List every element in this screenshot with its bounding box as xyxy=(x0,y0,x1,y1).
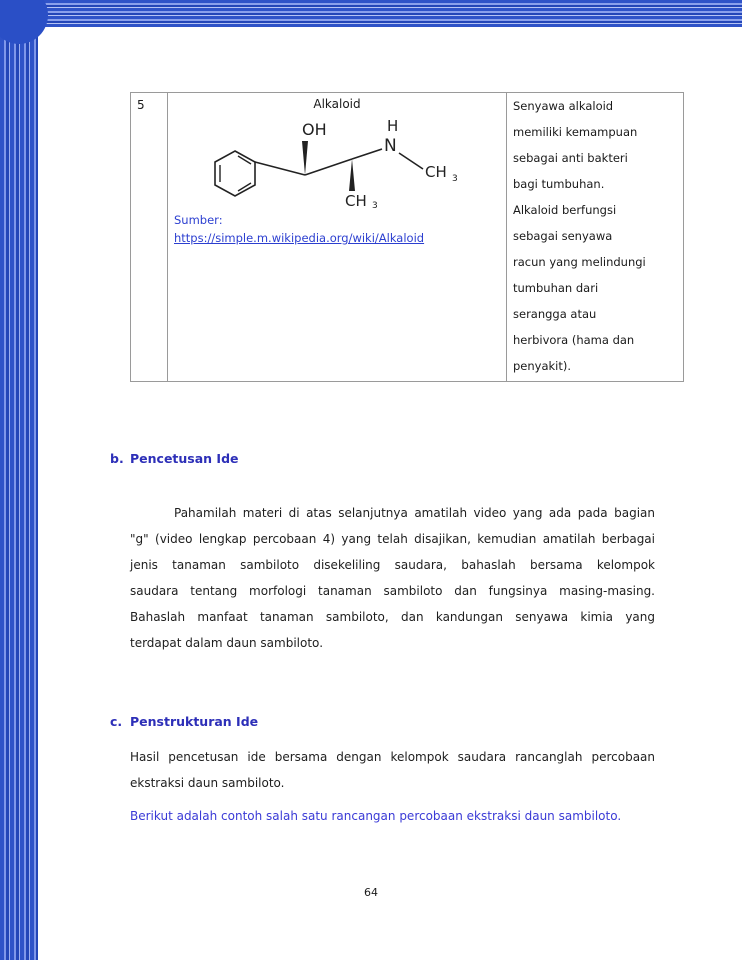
label-ch3-bottom: CH xyxy=(345,192,367,210)
corner-decoration xyxy=(0,0,48,44)
label-h: H xyxy=(387,117,399,135)
page-number: 64 xyxy=(364,886,378,899)
paragraph-line: Hasil pencetusan ide bersama dengan kelompok saudara rancanglah percobaan xyxy=(130,750,655,764)
paragraph-line: saudara tentang morfologi tanaman sambiloto dan fungsinya masing-masing. xyxy=(130,584,655,598)
source-link[interactable]: https://simple.m.wikipedia.org/wiki/Alkaloid xyxy=(174,231,425,245)
description-line: sebagai anti bakteri xyxy=(513,151,628,165)
table-row xyxy=(131,93,684,382)
description-line: Senyawa alkaloid xyxy=(513,99,614,113)
paragraph-line: Pahamilah materi di atas selanjutnya amatilah video yang ada pada bagian xyxy=(174,506,655,520)
compound-table-container xyxy=(130,92,664,382)
description-line: bagi tumbuhan. xyxy=(513,177,605,191)
page-border-top xyxy=(30,0,742,27)
paragraph-line: Bahaslah manfaat tanaman sambiloto, dan kandungan senyawa kimia yang xyxy=(130,610,655,624)
section-b-letter: b. xyxy=(110,451,124,466)
note-line: Berikut adalah contoh salah satu rancangan percobaan ekstraksi daun sambiloto. xyxy=(130,809,622,823)
paragraph-line: "g" (video lengkap percobaan 4) yang telah disajikan, kemudian amatilah berbagai xyxy=(130,532,655,546)
compound-table xyxy=(130,92,684,382)
section-c-heading xyxy=(110,714,258,729)
structure-cell xyxy=(168,93,507,382)
section-b-heading xyxy=(110,451,239,466)
page-border-left xyxy=(0,0,38,960)
label-n: N xyxy=(384,136,397,156)
compound-name: Alkaloid xyxy=(313,97,361,111)
paragraph-line: jenis tanaman sambiloto disekeliling saudara, bahaslah bersama kelompok xyxy=(130,558,655,572)
paragraph-line: terdapat dalam daun sambiloto. xyxy=(130,636,324,650)
description-line: herbivora (hama dan xyxy=(513,333,635,347)
label-ch3-right-subscript: 3 xyxy=(452,174,458,184)
section-c-letter: c. xyxy=(110,714,123,729)
paragraph-line: ekstraksi daun sambiloto. xyxy=(130,776,285,790)
description-line: serangga atau xyxy=(513,307,597,321)
alkaloid-structure-diagram xyxy=(187,111,487,211)
row-number: 5 xyxy=(131,93,168,382)
label-oh: OH xyxy=(302,120,327,139)
description-cell xyxy=(507,93,684,382)
section-b-paragraph xyxy=(130,500,655,656)
description-line: racun yang melindungi xyxy=(513,255,646,269)
label-ch3-bottom-subscript: 3 xyxy=(372,201,378,211)
description-line: memiliki kemampuan xyxy=(513,125,638,139)
description-line: tumbuhan dari xyxy=(513,281,599,295)
section-c-title: Penstrukturan Ide xyxy=(130,714,259,729)
label-ch3-right: CH xyxy=(425,163,447,181)
source-label: Sumber: xyxy=(174,213,223,227)
section-c-paragraph xyxy=(130,744,655,796)
section-b-title: Pencetusan Ide xyxy=(130,451,239,466)
description-line: Alkaloid berfungsi xyxy=(513,203,617,217)
description-line: penyakit). xyxy=(513,359,572,373)
description-line: sebagai senyawa xyxy=(513,229,613,243)
section-c-note xyxy=(130,803,655,829)
